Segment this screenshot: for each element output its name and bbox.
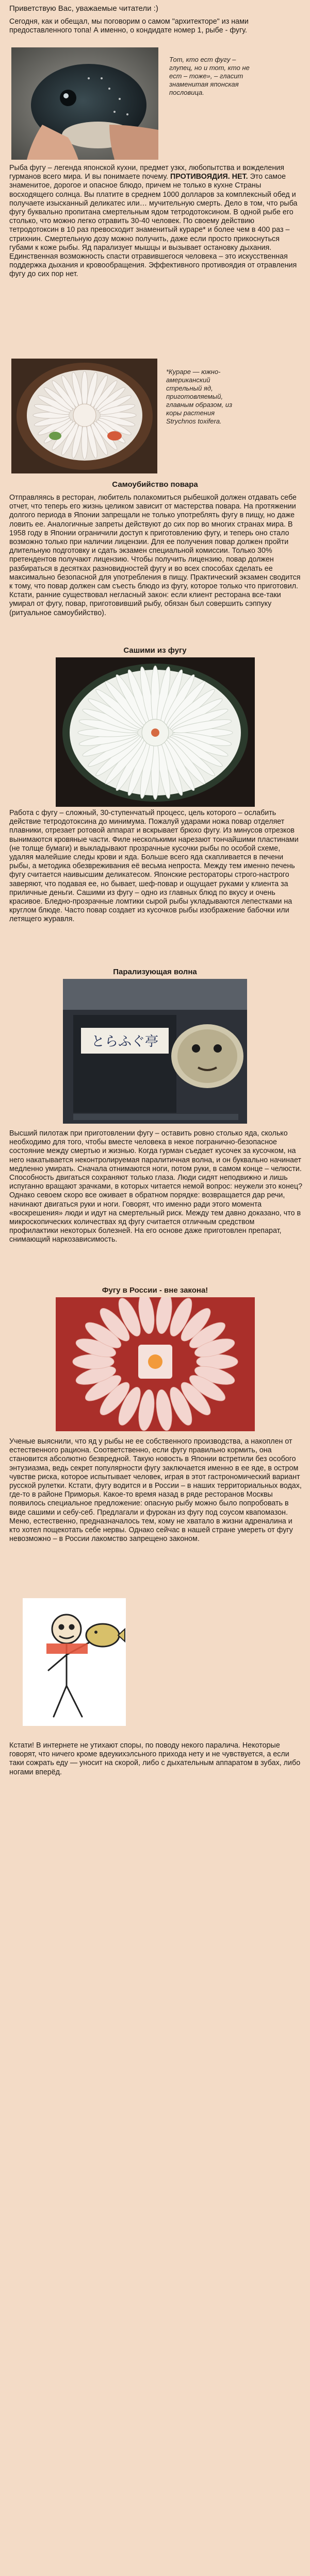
section5-text: Ученые выяснили, что яд у рыбы не ее собственного производства, а накоплен от естественного рациона. Соответственно, если фугу правильно кормить, она становится абсолютно безвредной. Такую новость в Японии встретили без особого энтузиазма, ведь секрет популярности фугу заключается именно в ее яде, в остром чувстве риска, которое испытывает человек, играя в этот гастрономический вариант русской рулетки. Кстати, фугу водится и в России – в наших территориальных водах, где-то в районе Приморья. Какое-то время назад в ряде ресторанов Москвы появилось специальное предложение: опасную рыбу можно было попробовать в виде сашими и себу-себ. Предлагали и фурокан из фугу под соусом квапомазон. Меню, естественно, предназначалось тем, кому не хватало в жизни адреналина и кто хотел пощекотать себе нервы. Однако сейчас в нашей стране умереть от фугу невозможно – в России лакомство запрещено законом.	[9, 1437, 302, 1544]
section1-text: Рыба фугу – легенда японской кухни, предмет узкх, любопытства и вожделения гурманов всего мира. И вы понимаете почему. ПРОТИВОЯДИЯ. НЕТ. Это самое знаменитое, дорогое и опасное блюдо, причем не только в кухне Страны восходящего солнца. Вы платите в среднем 1000 долларов за комплексный обед и получаете изысканный деликатес или… мучительную смерть. Дело в том, что рыба фугу буквально пропитана смертельным ядом тетродотоксином. В одной рыбе его столько, что можно легко отравить 30-40 человек. По своему действию тетродотоксин в 10 раз превосходит знаменитый кураре* и более чем в 400 раз – стрихнин. Смертельную дозу можно получить, даже если просто прикоснуться губами к коже рыбы. Яд парализует мышцы и вызывает остановку дыхания. Единственная возможность спасти отравившегося человека – это искусственная поддержка дыхания и кровообращения. Эффективного противоядия от отравления фугу до сих пор нет.	[9, 164, 298, 279]
fugu-hand-photo	[11, 47, 158, 160]
fugu-slices-photo	[56, 1297, 255, 1431]
section5-title: Фугу в России - вне закона!	[102, 1286, 208, 1295]
section4-title: Парализующая волна	[113, 968, 197, 976]
proverb-quote: Тот, кто ест фугу – глупец, но и тот, кто не ест – тоже», – гласит знаменитая японская пословица.	[169, 56, 250, 96]
sashimi-photo	[56, 657, 255, 807]
curare-footnote: *Кураре — южно-американский стрельный яд, приготовляемый, главным образом, из коры растения Strychnos toxifera.	[166, 368, 233, 425]
section3-text: Работа с фугу – сложный, 30-ступенчатый процесс, цель которого – ослабить действие тетродотоксина до минимума. Пожалуй ударами ножа повар отделяет плавники, отрезает ротовой аппарат и вскрывает брюхо фугу. Из минусов отрезков вынимаются кровяные части. Филе несколькими нарезают тончайшими пластинами (не толще бумаги) и выкладывают прозрачные кусочки рыбы по особой схеме, удаляя малейшие следы крови и яда. Больше всего яда скапливается в печени рыбы, а методика обезвреживания её весьма непроста. Между тем именно печень фугу считается наивысшим деликатесом. Японские рестораторы строго-настрого заверяют, что подавая ее, но бывает, шеф-повар и ощущает руками у клиента за приличные деньги. Сашими из фугу – одно из главных блюд по вкусу и очень красивое. Бледно-прозрачные ломтики сырой рыбы укладываются лепестками на круглом блюде. Часто повар создает из кусочков рыбы изображение бабочки или летящего журавля.	[9, 809, 299, 924]
fugu-plate-photo	[11, 359, 157, 473]
outro-text: Кстати! В интернете не утихают споры, по поводу некого паралича. Некоторые говорят, что ничего кроме вдеукихэлсьного прихода нету и не чувствуется, а если таки сожрать еду — уносит на скорой, либо с дыхательным аппаратом в зубах, либо ногами вперёд.	[9, 1741, 301, 1776]
section4-text: Высший пилотаж при приготовлении фугу – оставить ровно столько яда, сколько необходимо для того, чтобы вместе человека в некое погранично-безопасное состояние между смертью и жизнью. Когда гурман съедает кусочек за кусочком, на него накатывается неконтролируемая паралитичная волна, и он буквально начинает медленно умирать. Сначала отнимаются ноги, потом руки, в самом конце – челюсти. Способность двигаться сохраняют только глаза. Люди сидят неподвижно и лишь испуганно вращают зрачками, в которых читается немой вопрос: неужели это конец? Однако севоем скоро все оживает в обратном порядке: возвращается дар речи, начинают двигаться руки и ноги. Говорят, что именно ради этого момента «воскрешения» люди и идут на смертельный риск. Между тем давно доказано, что в микроскопических количествах яд фугу считается отличным средством профилактики некоторых болезней. На его основе даже приготовлен препарат, снимающий наркозависимость.	[9, 1129, 303, 1244]
intro-text: Сегодня, как и обещал, мы поговорим о самом "архитекторе" из нами предоставленного топа! А именно, о кондидате номер 1, рыбе - фугу.	[9, 18, 249, 35]
restaurant-sign-photo	[63, 979, 247, 1124]
section2-text: Отправляясь в ресторан, любитель полакомиться рыбешкой должен отдавать себе отчет, что теперь его жизнь целиком зависит от мастерства повара. На протяжении долгого периода в Японии запрещали не только употреблять фугу в пищу, но даже ловить ее. Аналогичные запреты действуют до сих пор во многих странах мира. В 1958 году в Японии ограничили доступ к приготовлению фугу, и теперь оно стало возможно только при наличии лицензии. Для ее получения повар должен пройти длительную подготовку и сдать экзамен специальной комиссии. Только 30% претендентов получают лицензию. Чтобы получить лицензию, повар должен разбираться в десятках разновидностей фугу и во всех способах сделать ее максимально безопасной для употребления в пищу. Практический экзамен сводится к тому, что повар должен сам съесть блюдо из фугу, которое только что приготовил. Кстати, ранние существовал негласный закон: если клиент ресторана все-таки умирал от фугу, повар, приготовивший рыбу, обязан был совершить сэппуку (ритуальное самоубийство).	[9, 494, 301, 617]
cartoon-image	[23, 1598, 126, 1726]
sashimi-slice	[81, 423, 88, 460]
shop-sign-text: とらふぐ亭	[91, 1034, 159, 1049]
greeting: Приветствую Вас, уважаемые читатели :)	[9, 4, 158, 13]
section2-title: Самоубийство повара	[112, 480, 198, 489]
sashimi-slice	[81, 371, 88, 407]
section3-title: Сашими из фугу	[123, 646, 187, 655]
no-antidote-emphasis: ПРОТИВОЯДИЯ. НЕТ.	[170, 173, 248, 181]
